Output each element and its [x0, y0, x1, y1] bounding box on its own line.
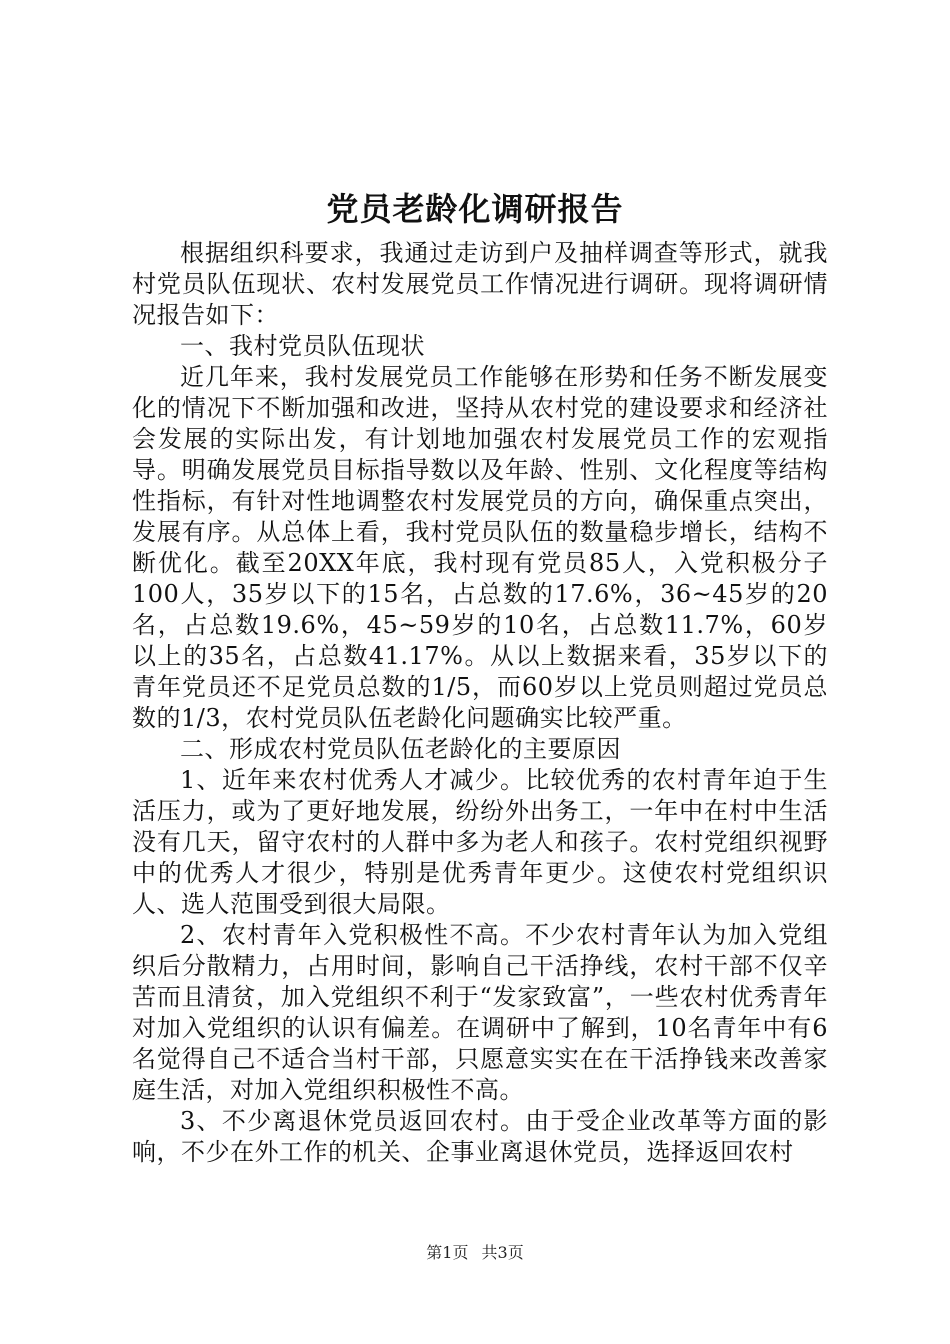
paragraph-reason-2: 2、农村青年入党积极性不高。不少农村青年认为加入党组织后分散精力，占用时间，影响自己干活挣线，农村干部不仅辛苦而且清贫，加入党组织不利于“发家致富”，一些农村优秀青年对加入党组织的认识有偏差。在调研中了解到，10名青年中有6名觉得自己不适合当村干部，只愿意实实在在干活挣钱来改善家庭生活，对加入党组织积极性不高。: [132, 921, 828, 1104]
page-number: 第1页: [426, 1243, 469, 1262]
page-total: 共3页: [481, 1243, 524, 1262]
paragraph-intro: 根据组织科要求，我通过走访到户及抽样调查等形式，就我村党员队伍现状、农村发展党员工作情况进行调研。现将调研情况报告如下：: [132, 239, 828, 329]
document-body: [132, 238, 828, 1168]
section-heading-2: 二、形成农村党员队伍老龄化的主要原因: [180, 735, 621, 763]
document-title: 党员老龄化调研报告: [326, 190, 624, 228]
section-heading-1: 一、我村党员队伍现状: [180, 332, 425, 360]
page-footer: [0, 1242, 950, 1264]
paragraph-reason-1: 1、近年来农村优秀人才减少。比较优秀的农村青年迫于生活压力，或为了更好地发展，纷纷外出务工，一年中在村中生活没有几天，留守农村的人群中多为老人和孩子。农村党组织视野中的优秀人才很少，特别是优秀青年更少。这使农村党组织识人、选人范围受到很大局限。: [132, 766, 828, 918]
paragraph-reason-3: 3、不少离退休党员返回农村。由于受企业改革等方面的影响，不少在外工作的机关、企事业离退休党员，选择返回农村: [132, 1107, 828, 1166]
paragraph-status: 近几年来，我村发展党员工作能够在形势和任务不断发展变化的情况下不断加强和改进，坚持从农村党的建设要求和经济社会发展的实际出发，有计划地加强农村发展党员工作的宏观指导。明确发展党员目标指导数以及年龄、性别、文化程度等结构性指标，有针对性地调整农村发展党员的方向，确保重点突出，发展有序。从总体上看，我村党员队伍的数量稳步增长，结构不断优化。截至20XX年底，我村现有党员85人，入党积极分子100人，35岁以下的15名，占总数的17.6%，36~45岁的20名，占总数19.6%，45~59岁的10名，占总数11.7%，60岁以上的35名，占总数41.17%。从以上数据来看，35岁以下的青年党员还不足党员总数的1/5，而60岁以上党员则超过党员总数的1/3，农村党员队伍老龄化问题确实比较严重。: [132, 363, 828, 732]
